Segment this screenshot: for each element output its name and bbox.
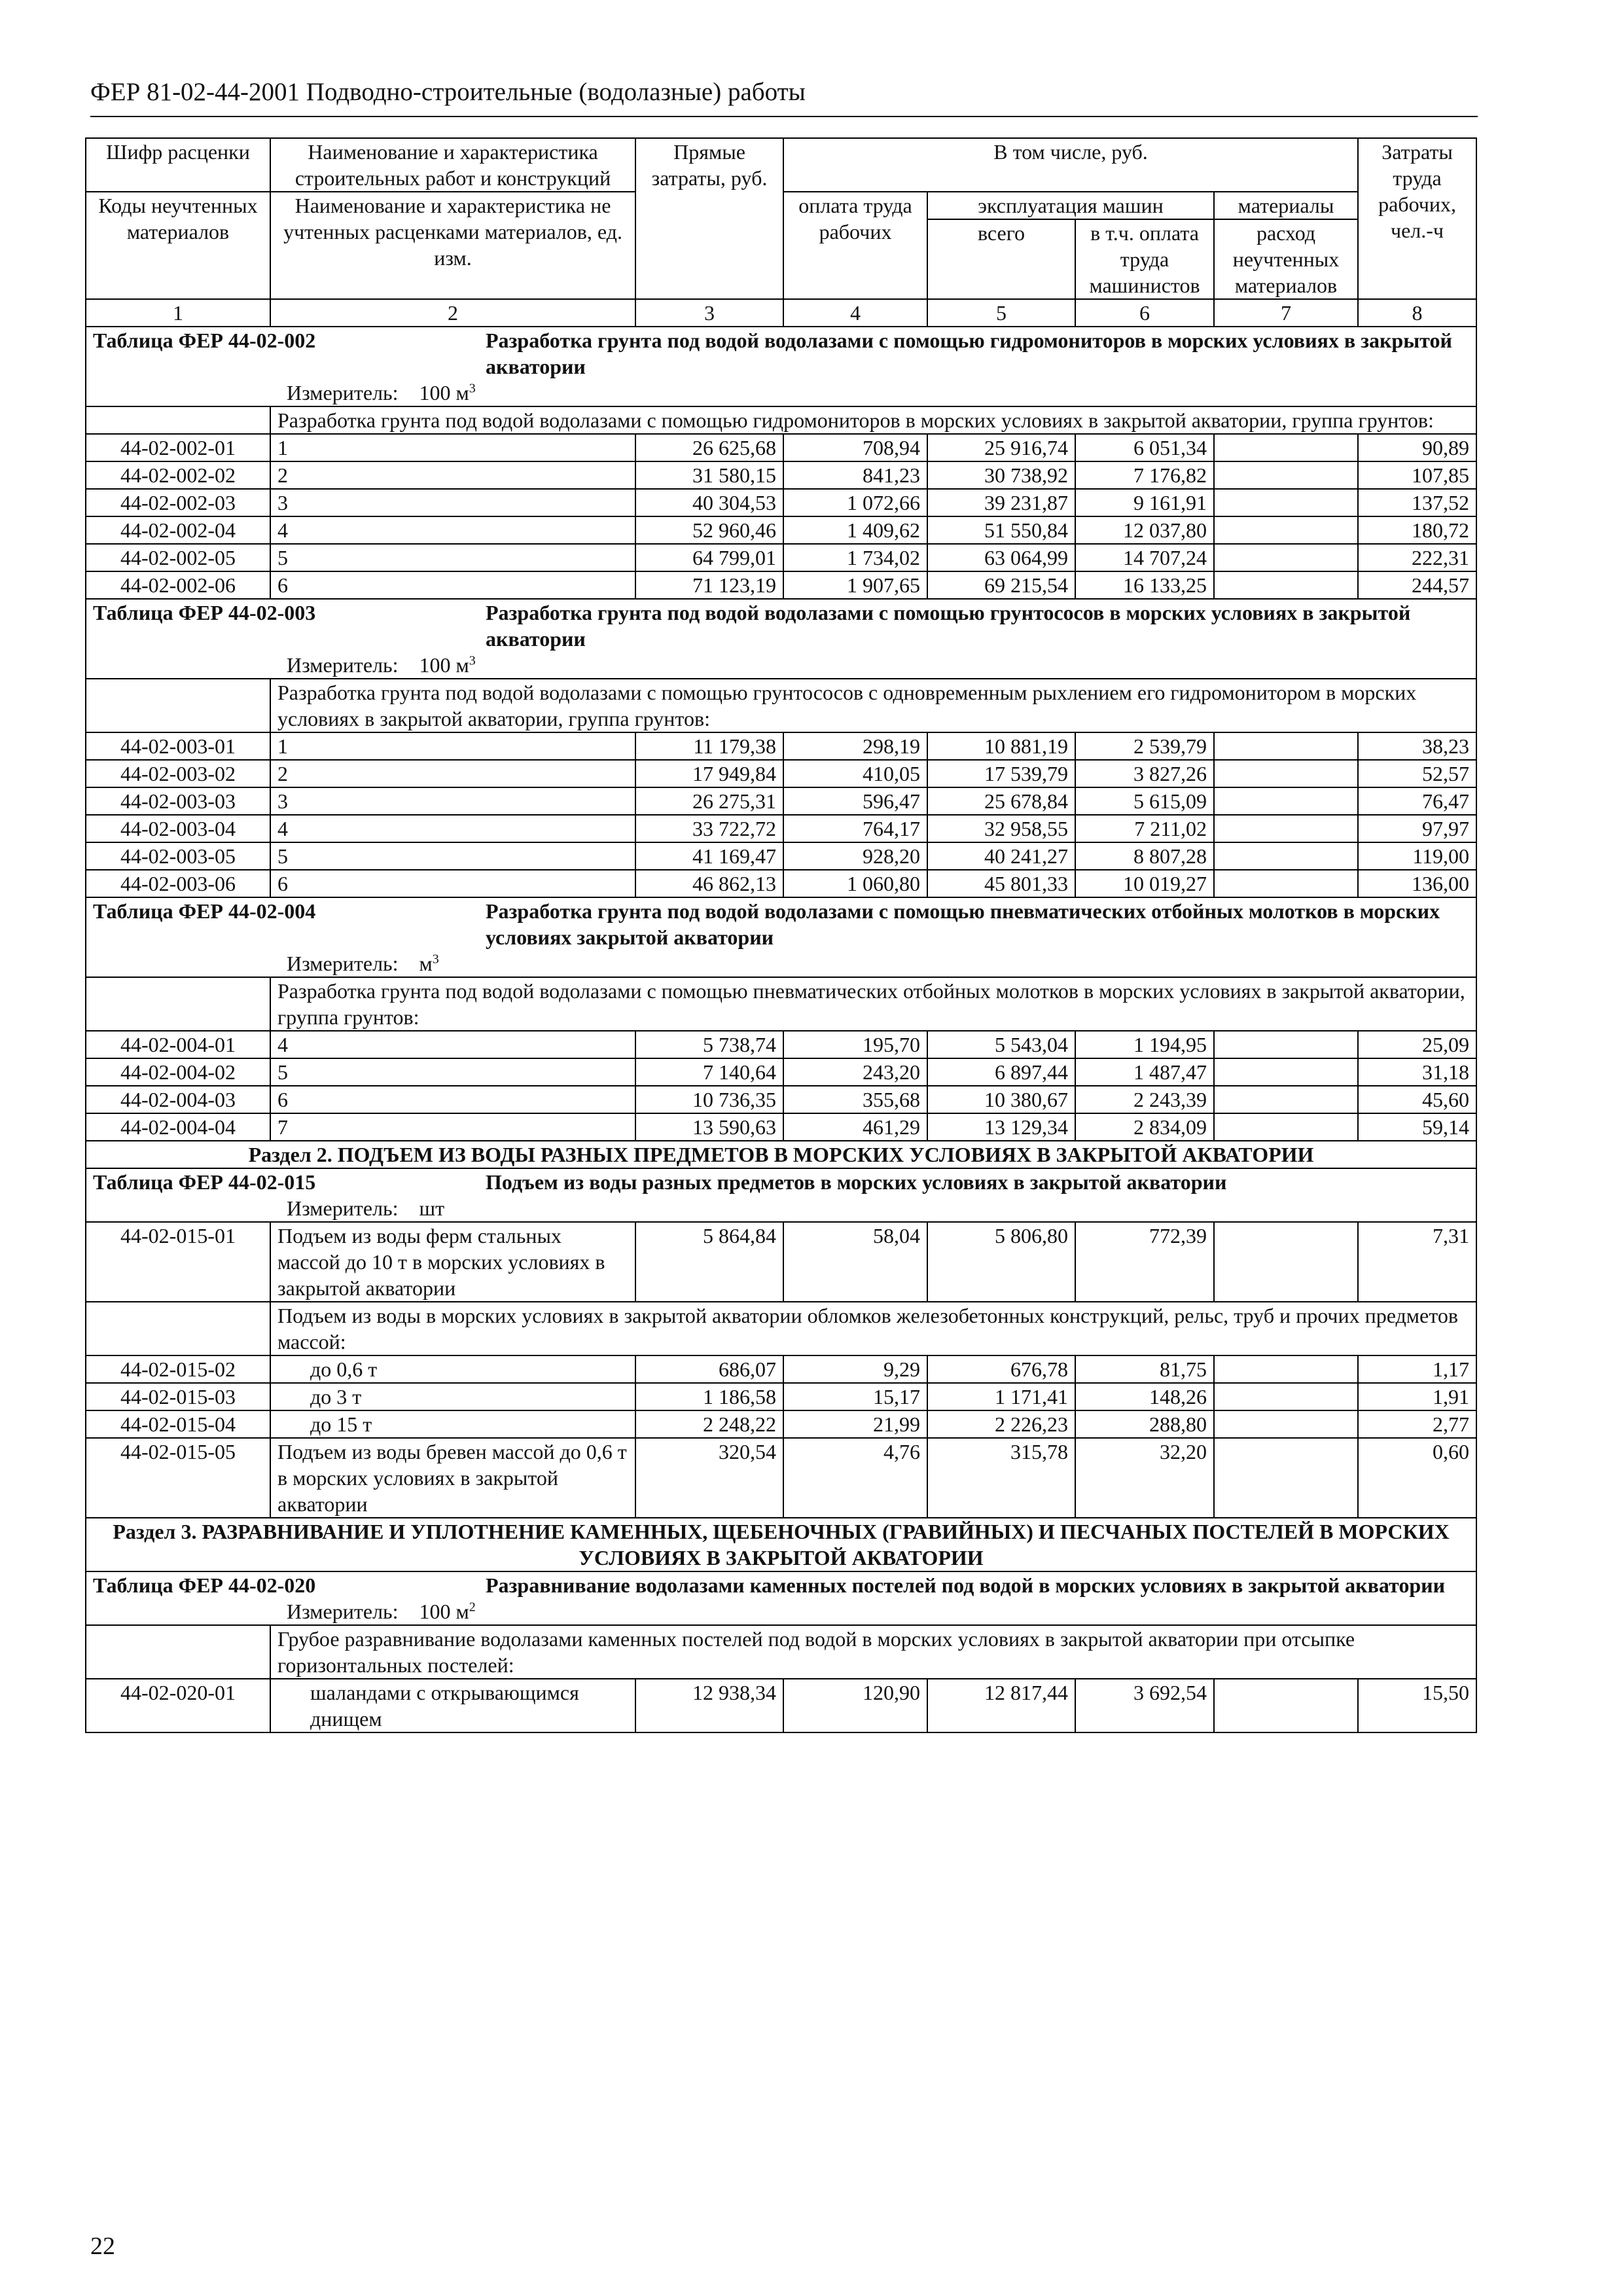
operators-wages: 16 133,25 <box>1075 571 1214 599</box>
meter-unit: 100 м <box>419 381 469 404</box>
wages: 1 060,80 <box>783 870 927 897</box>
meter-label: Измеритель: <box>287 1196 399 1220</box>
section-heading-row <box>86 1141 1476 1168</box>
operators-wages: 6 051,34 <box>1075 434 1214 461</box>
machines-total: 17 539,79 <box>927 760 1075 787</box>
direct-cost: 31 580,15 <box>635 461 783 489</box>
description-cell: Разработка грунта под водой водолазами с помощью пневматических отбойных молотков в морских условиях в закрытой акватории, группа грунтов: <box>270 977 1476 1031</box>
table-title-row <box>86 599 1476 652</box>
direct-cost: 13 590,63 <box>635 1113 783 1141</box>
wages: 21,99 <box>783 1410 927 1438</box>
col-num: 3 <box>635 299 783 327</box>
direct-cost: 71 123,19 <box>635 571 783 599</box>
direct-cost: 2 248,22 <box>635 1410 783 1438</box>
table-row <box>86 1438 1476 1518</box>
table-row <box>86 1113 1476 1141</box>
operators-wages: 288,80 <box>1075 1410 1214 1438</box>
rate-code: 44-02-004-03 <box>86 1086 270 1113</box>
item-name: 4 <box>270 516 635 544</box>
price-table <box>85 137 1477 1733</box>
table-number: Таблица ФЕР 44-02-015 <box>93 1170 316 1194</box>
item-name: 1 <box>270 732 635 760</box>
materials <box>1214 815 1358 842</box>
direct-cost: 17 949,84 <box>635 760 783 787</box>
meter-cell <box>86 380 1476 406</box>
table-row <box>86 1355 1476 1383</box>
operators-wages: 2 243,39 <box>1075 1086 1214 1113</box>
operators-wages: 1 487,47 <box>1075 1058 1214 1086</box>
rate-code: 44-02-003-02 <box>86 760 270 787</box>
description-row <box>86 977 1476 1031</box>
col-total-header: всего <box>927 219 1075 299</box>
wages: 120,90 <box>783 1679 927 1732</box>
direct-cost: 686,07 <box>635 1355 783 1383</box>
materials <box>1214 1058 1358 1086</box>
table-row <box>86 516 1476 544</box>
labor-hours: 31,18 <box>1358 1058 1476 1086</box>
description-empty-cell <box>86 679 270 732</box>
materials <box>1214 1383 1358 1410</box>
rate-code: 44-02-004-02 <box>86 1058 270 1086</box>
col-operators-header: в т.ч. оплата труда машинистов <box>1075 219 1214 299</box>
col-num: 4 <box>783 299 927 327</box>
machines-total: 32 958,55 <box>927 815 1075 842</box>
rate-code: 44-02-002-03 <box>86 489 270 516</box>
labor-hours: 107,85 <box>1358 461 1476 489</box>
wages: 1 409,62 <box>783 516 927 544</box>
direct-cost: 11 179,38 <box>635 732 783 760</box>
item-name: шаландами с открывающимся днищем <box>270 1679 635 1732</box>
meter-unit-power: 3 <box>469 381 476 396</box>
rate-code: 44-02-015-01 <box>86 1222 270 1302</box>
meter-cell <box>86 652 1476 679</box>
col-materials-name-header: Наименование и характеристика не учтенных расценками материалов, ед. изм. <box>270 192 635 299</box>
labor-hours: 59,14 <box>1358 1113 1476 1141</box>
item-name: 5 <box>270 842 635 870</box>
table-row <box>86 544 1476 571</box>
table-caption: Разработка грунта под водой водолазами с помощью гидромониторов в морских условиях в закрытой акватории <box>486 329 1452 378</box>
table-caption: Разравнивание водолазами каменных постелей под водой в морских условиях в закрытой акватории <box>486 1573 1445 1597</box>
machines-total: 63 064,99 <box>927 544 1075 571</box>
rate-code: 44-02-015-04 <box>86 1410 270 1438</box>
col-num: 1 <box>86 299 270 327</box>
table-row <box>86 489 1476 516</box>
machines-total: 6 897,44 <box>927 1058 1075 1086</box>
table-title-cell <box>86 1571 1476 1598</box>
col-machines-header: эксплуатация машин <box>927 192 1214 219</box>
direct-cost: 64 799,01 <box>635 544 783 571</box>
labor-hours: 25,09 <box>1358 1031 1476 1058</box>
col-num: 7 <box>1214 299 1358 327</box>
table-caption: Подъем из воды разных предметов в морских условиях в закрытой акватории <box>486 1170 1227 1194</box>
meter-unit: м <box>419 952 433 975</box>
header-row-1 <box>86 138 1476 192</box>
machines-total: 315,78 <box>927 1438 1075 1518</box>
labor-hours: 137,52 <box>1358 489 1476 516</box>
table-row <box>86 1383 1476 1410</box>
materials <box>1214 544 1358 571</box>
direct-cost: 12 938,34 <box>635 1679 783 1732</box>
table-row <box>86 1058 1476 1086</box>
labor-hours: 1,17 <box>1358 1355 1476 1383</box>
materials <box>1214 787 1358 815</box>
wages: 461,29 <box>783 1113 927 1141</box>
table-number: Таблица ФЕР 44-02-003 <box>93 601 316 624</box>
section-heading: Раздел 2. ПОДЪЕМ ИЗ ВОДЫ РАЗНЫХ ПРЕДМЕТОВ В МОРСКИХ УСЛОВИЯХ В ЗАКРЫТОЙ АКВАТОРИИ <box>86 1141 1476 1168</box>
table-row <box>86 1410 1476 1438</box>
direct-cost: 5 738,74 <box>635 1031 783 1058</box>
rate-code: 44-02-003-01 <box>86 732 270 760</box>
meter-row <box>86 950 1476 977</box>
materials <box>1214 1679 1358 1732</box>
meter-cell <box>86 1195 1476 1222</box>
col-num: 6 <box>1075 299 1214 327</box>
item-name: 4 <box>270 1031 635 1058</box>
table-title-cell <box>86 1168 1476 1195</box>
operators-wages: 1 194,95 <box>1075 1031 1214 1058</box>
rate-code: 44-02-002-02 <box>86 461 270 489</box>
machines-total: 5 806,80 <box>927 1222 1075 1302</box>
materials <box>1214 842 1358 870</box>
table-row <box>86 787 1476 815</box>
direct-cost: 40 304,53 <box>635 489 783 516</box>
wages: 58,04 <box>783 1222 927 1302</box>
labor-hours: 90,89 <box>1358 434 1476 461</box>
operators-wages: 2 539,79 <box>1075 732 1214 760</box>
rate-code: 44-02-015-03 <box>86 1383 270 1410</box>
table-title-row <box>86 1168 1476 1195</box>
wages: 1 072,66 <box>783 489 927 516</box>
table-caption: Разработка грунта под водой водолазами с помощью грунтососов в морских условиях в закрытой акватории <box>486 601 1411 651</box>
wages: 596,47 <box>783 787 927 815</box>
table-number: Таблица ФЕР 44-02-004 <box>93 899 316 923</box>
operators-wages: 148,26 <box>1075 1383 1214 1410</box>
wages: 4,76 <box>783 1438 927 1518</box>
direct-cost: 46 862,13 <box>635 870 783 897</box>
rate-code: 44-02-002-06 <box>86 571 270 599</box>
operators-wages: 32,20 <box>1075 1438 1214 1518</box>
col-labor-header: Затраты труда рабочих, чел.-ч <box>1358 138 1476 299</box>
table-row <box>86 571 1476 599</box>
meter-label: Измеритель: <box>287 952 399 975</box>
labor-hours: 15,50 <box>1358 1679 1476 1732</box>
machines-total: 1 171,41 <box>927 1383 1075 1410</box>
col-materials-code-header: Коды неучтенных материалов <box>86 192 270 299</box>
wages: 355,68 <box>783 1086 927 1113</box>
labor-hours: 1,91 <box>1358 1383 1476 1410</box>
meter-cell <box>86 1598 1476 1625</box>
table-row <box>86 1679 1476 1732</box>
labor-hours: 45,60 <box>1358 1086 1476 1113</box>
operators-wages: 2 834,09 <box>1075 1113 1214 1141</box>
materials <box>1214 1086 1358 1113</box>
col-wages-header: оплата труда рабочих <box>783 192 927 299</box>
description-cell: Грубое разравнивание водолазами каменных постелей под водой в морских условиях в закрытой акватории при отсыпке горизонтальных постелей: <box>270 1625 1476 1679</box>
table-caption: Разработка грунта под водой водолазами с помощью пневматических отбойных молотков в морских условиях закрытой акватории <box>486 899 1440 949</box>
description-empty-cell <box>86 1302 270 1355</box>
materials <box>1214 434 1358 461</box>
meter-label: Измеритель: <box>287 1600 399 1623</box>
materials <box>1214 1031 1358 1058</box>
table-number: Таблица ФЕР 44-02-020 <box>93 1573 316 1597</box>
wages: 708,94 <box>783 434 927 461</box>
materials <box>1214 1410 1358 1438</box>
table-row <box>86 732 1476 760</box>
meter-unit-power: 3 <box>432 952 439 967</box>
machines-total: 39 231,87 <box>927 489 1075 516</box>
table-title-cell <box>86 599 1476 652</box>
table-row <box>86 1222 1476 1302</box>
machines-total: 13 129,34 <box>927 1113 1075 1141</box>
materials <box>1214 732 1358 760</box>
meter-unit-power: 3 <box>469 653 476 668</box>
item-name: до 0,6 т <box>270 1355 635 1383</box>
labor-hours: 2,77 <box>1358 1410 1476 1438</box>
wages: 15,17 <box>783 1383 927 1410</box>
wages: 1 907,65 <box>783 571 927 599</box>
direct-cost: 26 625,68 <box>635 434 783 461</box>
direct-cost: 41 169,47 <box>635 842 783 870</box>
labor-hours: 136,00 <box>1358 870 1476 897</box>
direct-cost: 33 722,72 <box>635 815 783 842</box>
page-number: 22 <box>90 2233 115 2260</box>
table-row <box>86 434 1476 461</box>
table-title-cell <box>86 327 1476 380</box>
wages: 195,70 <box>783 1031 927 1058</box>
description-cell: Разработка грунта под водой водолазами с помощью гидромониторов в морских условиях в закрытой акватории, группа грунтов: <box>270 406 1476 434</box>
rate-code: 44-02-003-06 <box>86 870 270 897</box>
rate-code: 44-02-004-04 <box>86 1113 270 1141</box>
operators-wages: 9 161,91 <box>1075 489 1214 516</box>
wages: 298,19 <box>783 732 927 760</box>
item-name: 1 <box>270 434 635 461</box>
meter-label: Измеритель: <box>287 653 399 677</box>
item-name: 2 <box>270 760 635 787</box>
machines-total: 30 738,92 <box>927 461 1075 489</box>
rate-code: 44-02-003-05 <box>86 842 270 870</box>
materials <box>1214 489 1358 516</box>
rate-code: 44-02-004-01 <box>86 1031 270 1058</box>
table-body <box>86 138 1476 1732</box>
table-row <box>86 1031 1476 1058</box>
description-empty-cell <box>86 406 270 434</box>
meter-cell <box>86 950 1476 977</box>
direct-cost: 52 960,46 <box>635 516 783 544</box>
rate-code: 44-02-020-01 <box>86 1679 270 1732</box>
operators-wages: 7 176,82 <box>1075 461 1214 489</box>
description-cell: Разработка грунта под водой водолазами с помощью грунтососов с одновременным рыхлением его гидромонитором в морских условиях в закрытой акватории, группа грунтов: <box>270 679 1476 732</box>
direct-cost: 1 186,58 <box>635 1383 783 1410</box>
wages: 243,20 <box>783 1058 927 1086</box>
meter-unit: 100 м <box>419 653 469 677</box>
col-incl-header: В том числе, руб. <box>783 138 1358 192</box>
item-name: 7 <box>270 1113 635 1141</box>
machines-total: 51 550,84 <box>927 516 1075 544</box>
meter-row <box>86 1195 1476 1222</box>
table-title-row <box>86 327 1476 380</box>
labor-hours: 97,97 <box>1358 815 1476 842</box>
machines-total: 69 215,54 <box>927 571 1075 599</box>
rate-code: 44-02-015-02 <box>86 1355 270 1383</box>
meter-unit: шт <box>419 1196 445 1220</box>
col-mat-header: материалы <box>1214 192 1358 219</box>
materials <box>1214 870 1358 897</box>
direct-cost: 5 864,84 <box>635 1222 783 1302</box>
item-name: 4 <box>270 815 635 842</box>
machines-total: 2 226,23 <box>927 1410 1075 1438</box>
direct-cost: 26 275,31 <box>635 787 783 815</box>
table-title-row <box>86 1571 1476 1598</box>
item-name: до 15 т <box>270 1410 635 1438</box>
operators-wages: 14 707,24 <box>1075 544 1214 571</box>
item-name: 6 <box>270 571 635 599</box>
meter-unit: 100 м <box>419 1600 469 1623</box>
table-row <box>86 461 1476 489</box>
operators-wages: 3 692,54 <box>1075 1679 1214 1732</box>
labor-hours: 222,31 <box>1358 544 1476 571</box>
operators-wages: 5 615,09 <box>1075 787 1214 815</box>
table-row <box>86 760 1476 787</box>
materials <box>1214 1438 1358 1518</box>
labor-hours: 0,60 <box>1358 1438 1476 1518</box>
column-numbers-row <box>86 299 1476 327</box>
direct-cost: 7 140,64 <box>635 1058 783 1086</box>
operators-wages: 81,75 <box>1075 1355 1214 1383</box>
operators-wages: 772,39 <box>1075 1222 1214 1302</box>
meter-row <box>86 652 1476 679</box>
section-heading: Раздел 3. РАЗРАВНИВАНИЕ И УПЛОТНЕНИЕ КАМЕННЫХ, ЩЕБЕНОЧНЫХ (ГРАВИЙНЫХ) И ПЕСЧАНЫХ ПОСТЕЛЕЙ В МОРСКИХ УСЛОВИЯХ В ЗАКРЫТОЙ АКВАТОРИИ <box>86 1518 1476 1571</box>
rate-code: 44-02-002-05 <box>86 544 270 571</box>
rate-code: 44-02-003-03 <box>86 787 270 815</box>
table-title-cell <box>86 897 1476 950</box>
labor-hours: 76,47 <box>1358 787 1476 815</box>
operators-wages: 12 037,80 <box>1075 516 1214 544</box>
item-name: 5 <box>270 544 635 571</box>
machines-total: 676,78 <box>927 1355 1075 1383</box>
machines-total: 5 543,04 <box>927 1031 1075 1058</box>
operators-wages: 10 019,27 <box>1075 870 1214 897</box>
item-name: 3 <box>270 489 635 516</box>
col-num: 2 <box>270 299 635 327</box>
table-row <box>86 1086 1476 1113</box>
wages: 1 734,02 <box>783 544 927 571</box>
meter-row <box>86 380 1476 406</box>
wages: 928,20 <box>783 842 927 870</box>
item-name: 5 <box>270 1058 635 1086</box>
materials <box>1214 516 1358 544</box>
description-empty-cell <box>86 977 270 1031</box>
direct-cost: 320,54 <box>635 1438 783 1518</box>
meter-row <box>86 1598 1476 1625</box>
labor-hours: 244,57 <box>1358 571 1476 599</box>
description-row <box>86 1302 1476 1355</box>
labor-hours: 38,23 <box>1358 732 1476 760</box>
item-name: 6 <box>270 870 635 897</box>
operators-wages: 7 211,02 <box>1075 815 1214 842</box>
col-consumption-header: расход неучтенных материалов <box>1214 219 1358 299</box>
col-code-header: Шифр расценки <box>86 138 270 192</box>
item-name: Подъем из воды ферм стальных массой до 10 т в морских условиях в закрытой акватории <box>270 1222 635 1302</box>
page-header <box>90 77 1478 117</box>
machines-total: 10 881,19 <box>927 732 1075 760</box>
operators-wages: 8 807,28 <box>1075 842 1214 870</box>
labor-hours: 180,72 <box>1358 516 1476 544</box>
item-name: 6 <box>270 1086 635 1113</box>
wages: 841,23 <box>783 461 927 489</box>
wages: 764,17 <box>783 815 927 842</box>
description-row <box>86 1625 1476 1679</box>
machines-total: 12 817,44 <box>927 1679 1075 1732</box>
machines-total: 10 380,67 <box>927 1086 1075 1113</box>
item-name: 2 <box>270 461 635 489</box>
description-row <box>86 679 1476 732</box>
table-row <box>86 870 1476 897</box>
materials <box>1214 461 1358 489</box>
machines-total: 25 678,84 <box>927 787 1075 815</box>
rate-code: 44-02-002-01 <box>86 434 270 461</box>
materials <box>1214 1355 1358 1383</box>
wages: 410,05 <box>783 760 927 787</box>
machines-total: 40 241,27 <box>927 842 1075 870</box>
meter-unit-power: 2 <box>469 1600 476 1615</box>
table-row <box>86 842 1476 870</box>
materials <box>1214 1222 1358 1302</box>
machines-total: 25 916,74 <box>927 434 1075 461</box>
rate-code: 44-02-015-05 <box>86 1438 270 1518</box>
col-name-header: Наименование и характеристика строительных работ и конструкций <box>270 138 635 192</box>
meter-label: Измеритель: <box>287 381 399 404</box>
rate-code: 44-02-003-04 <box>86 815 270 842</box>
description-empty-cell <box>86 1625 270 1679</box>
col-direct-header: Прямые затраты, руб. <box>635 138 783 299</box>
operators-wages: 3 827,26 <box>1075 760 1214 787</box>
materials <box>1214 760 1358 787</box>
description-row <box>86 406 1476 434</box>
table-row <box>86 815 1476 842</box>
labor-hours: 52,57 <box>1358 760 1476 787</box>
rate-code: 44-02-002-04 <box>86 516 270 544</box>
description-cell: Подъем из воды в морских условиях в закрытой акватории обломков железобетонных конструкций, рельс, труб и прочих предметов массой: <box>270 1302 1476 1355</box>
labor-hours: 7,31 <box>1358 1222 1476 1302</box>
direct-cost: 10 736,35 <box>635 1086 783 1113</box>
item-name: 3 <box>270 787 635 815</box>
table-number: Таблица ФЕР 44-02-002 <box>93 329 316 352</box>
table-title-row <box>86 897 1476 950</box>
wages: 9,29 <box>783 1355 927 1383</box>
materials <box>1214 571 1358 599</box>
col-num: 8 <box>1358 299 1476 327</box>
document-title: ФЕР 81-02-44-2001 Подводно-строительные (водолазные) работы <box>90 78 806 106</box>
labor-hours: 119,00 <box>1358 842 1476 870</box>
section-heading-row <box>86 1518 1476 1571</box>
col-num: 5 <box>927 299 1075 327</box>
item-name: до 3 т <box>270 1383 635 1410</box>
machines-total: 45 801,33 <box>927 870 1075 897</box>
item-name: Подъем из воды бревен массой до 0,6 т в морских условиях в закрытой акватории <box>270 1438 635 1518</box>
materials <box>1214 1113 1358 1141</box>
